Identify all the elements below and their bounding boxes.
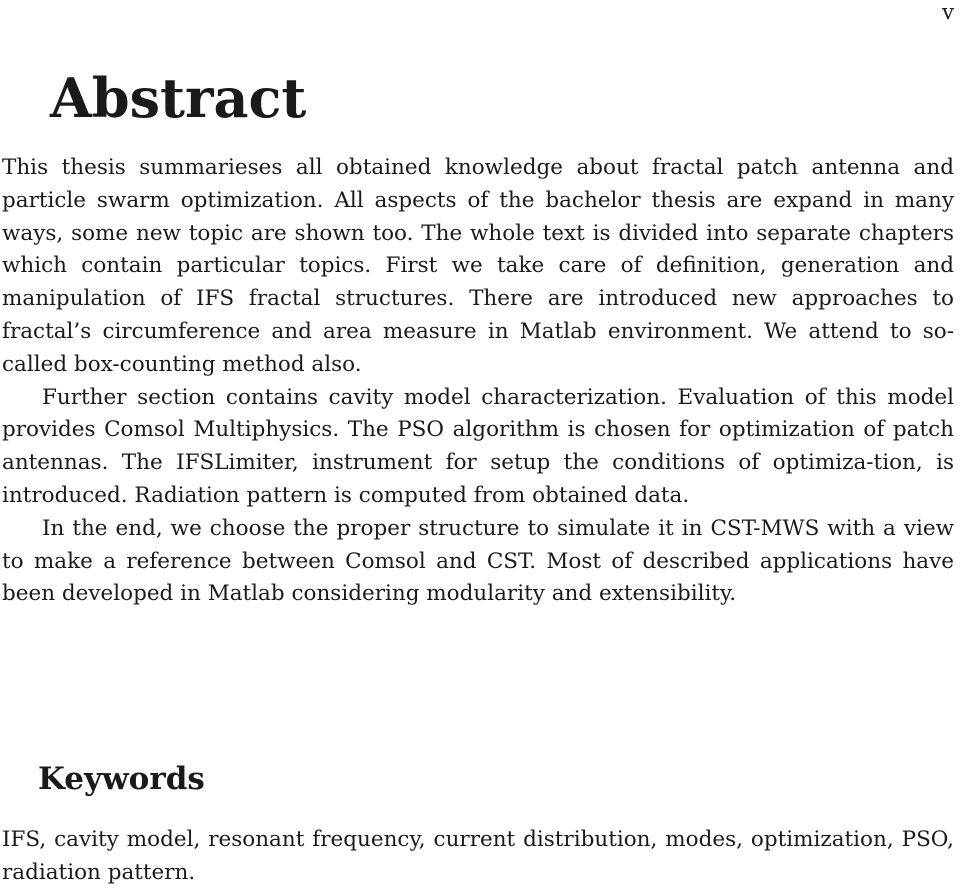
- keywords-text: IFS, cavity model, resonant frequency, current distribution, modes, optimization, PSO, radiation pattern.: [2, 827, 954, 885]
- abstract-paragraph-1: This thesis summarieses all obtained knowledge about fractal patch antenna and particle swarm optimization. All aspects of the bachelor thesis are expand in many ways, some new topic are shown too. The whole text is divided into separate chapters which contain particular topics. First we take care of definition, generation and manipulation of IFS fractal structures. There are introduced new approaches to fractal’s circumference and area measure in Matlab environment. We attend to so-called box-counting method also.: [2, 155, 954, 377]
- page-number: v: [942, 0, 954, 24]
- abstract-paragraph-2: Further section contains cavity model characterization. Evaluation of this model provides Comsol Multiphysics. The PSO algorithm is chosen for optimization of patch antennas. The IFSLimiter, instrument for setup the conditions of optimiza-tion, is introduced. Radiation pattern is computed from obtained data.: [2, 384, 954, 508]
- abstract-body: [2, 152, 954, 611]
- abstract-heading: Abstract: [50, 66, 307, 130]
- keywords-heading: Keywords: [38, 761, 205, 797]
- abstract-paragraph-3: In the end, we choose the proper structure to simulate it in CST-MWS with a view to make a reference between Comsol and CST. Most of described applications have been developed in Matlab considering modularity and extensibility.: [2, 515, 954, 607]
